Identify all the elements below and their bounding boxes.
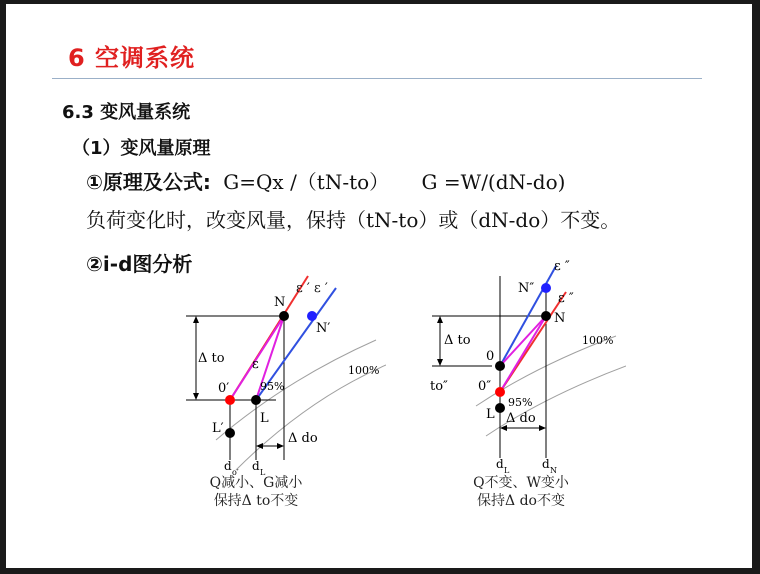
right-caption-line2: 保持Δ do不变 [477, 493, 565, 509]
right-caption-line1: Q不变、W变小 [473, 475, 569, 491]
point-O-prime [225, 395, 235, 405]
label-delta-to: Δ to [444, 333, 471, 348]
label-O: 0 [486, 349, 495, 364]
label-d-N: d [542, 457, 550, 471]
subsection-heading: （1）变风量原理 [72, 138, 211, 159]
section-heading: 6.3 变风量系统 [62, 102, 191, 123]
label-delta-to: Δ to [198, 351, 225, 366]
label-d-L-sub: L [260, 468, 266, 477]
label-N-prime: N′ [316, 321, 331, 336]
left-id-diagram [176, 270, 386, 478]
left-caption [196, 474, 316, 510]
statement-text: 负荷变化时，改变风量，保持（tN-to）或（dN-do）不变。 [86, 208, 621, 232]
label-d-L: d [252, 459, 260, 473]
label-O-dprime: 0″ [478, 379, 492, 394]
point-N-prime [307, 311, 317, 321]
label-95: 95% [260, 380, 285, 393]
formula-lead: ①原理及公式: [86, 170, 211, 194]
formula-expr2: G =W/(dN-do) [421, 170, 566, 194]
label-95: 95% [508, 396, 533, 409]
delta-to-arrowhead-bottom [437, 359, 443, 366]
label-delta-do: Δ do [288, 431, 318, 446]
label-d-o-prime: d [224, 459, 232, 473]
point-L-prime [225, 428, 235, 438]
label-N-dprime: N″ [518, 281, 535, 296]
delta-do-arrowhead-right [277, 443, 284, 449]
delta-to-arrowhead-bottom [193, 393, 199, 400]
slide [6, 4, 752, 568]
label-eps: ε [252, 357, 259, 372]
point-N-dprime [541, 283, 551, 293]
label-N: N [274, 295, 286, 310]
label-100: 100% [348, 364, 380, 377]
analysis-heading: ②i-d图分析 [86, 252, 193, 276]
label-eps-prime: ε ′ ε ′ [296, 281, 328, 296]
point-N [541, 311, 551, 321]
left-caption-line1: Q减小、G减小 [209, 475, 303, 491]
right-id-diagram [426, 256, 626, 478]
label-eps-dprime-top: ε ″ [554, 259, 570, 274]
label-d-o-prime-sub: o′ [232, 468, 239, 477]
formula-expr1: G=Qx /（tN-to） [223, 170, 390, 194]
saturation-curve-100 [236, 365, 386, 470]
label-eps-dprime: ε ″ [558, 291, 574, 306]
label-to-dprime: to″ [430, 379, 448, 394]
label-d-N-sub: N [550, 466, 557, 475]
point-O [495, 361, 505, 371]
delta-to-arrowhead-top [193, 316, 199, 323]
page-title: 6 空调系统 [68, 44, 196, 72]
label-N: N [554, 311, 566, 326]
label-d-L-sub: L [504, 466, 510, 475]
right-caption [458, 474, 584, 510]
left-caption-line2: 保持Δ to不变 [213, 493, 299, 509]
point-L [495, 403, 505, 413]
label-L-prime: L′ [212, 421, 224, 436]
point-L [251, 395, 261, 405]
delta-to-arrowhead-top [437, 316, 443, 323]
point-N [279, 311, 289, 321]
label-d-L: d [496, 457, 504, 471]
delta-do-arrowhead-right [539, 425, 546, 431]
label-delta-do: Δ do [506, 411, 536, 426]
title-divider [52, 78, 702, 79]
label-L: L [486, 407, 495, 422]
label-100: 100% [582, 334, 614, 347]
label-L: L [260, 411, 269, 426]
point-O-dprime [495, 387, 505, 397]
formula-line [86, 166, 565, 195]
saturation-curve-95 [216, 340, 376, 440]
label-O-prime: 0′ [218, 381, 230, 396]
